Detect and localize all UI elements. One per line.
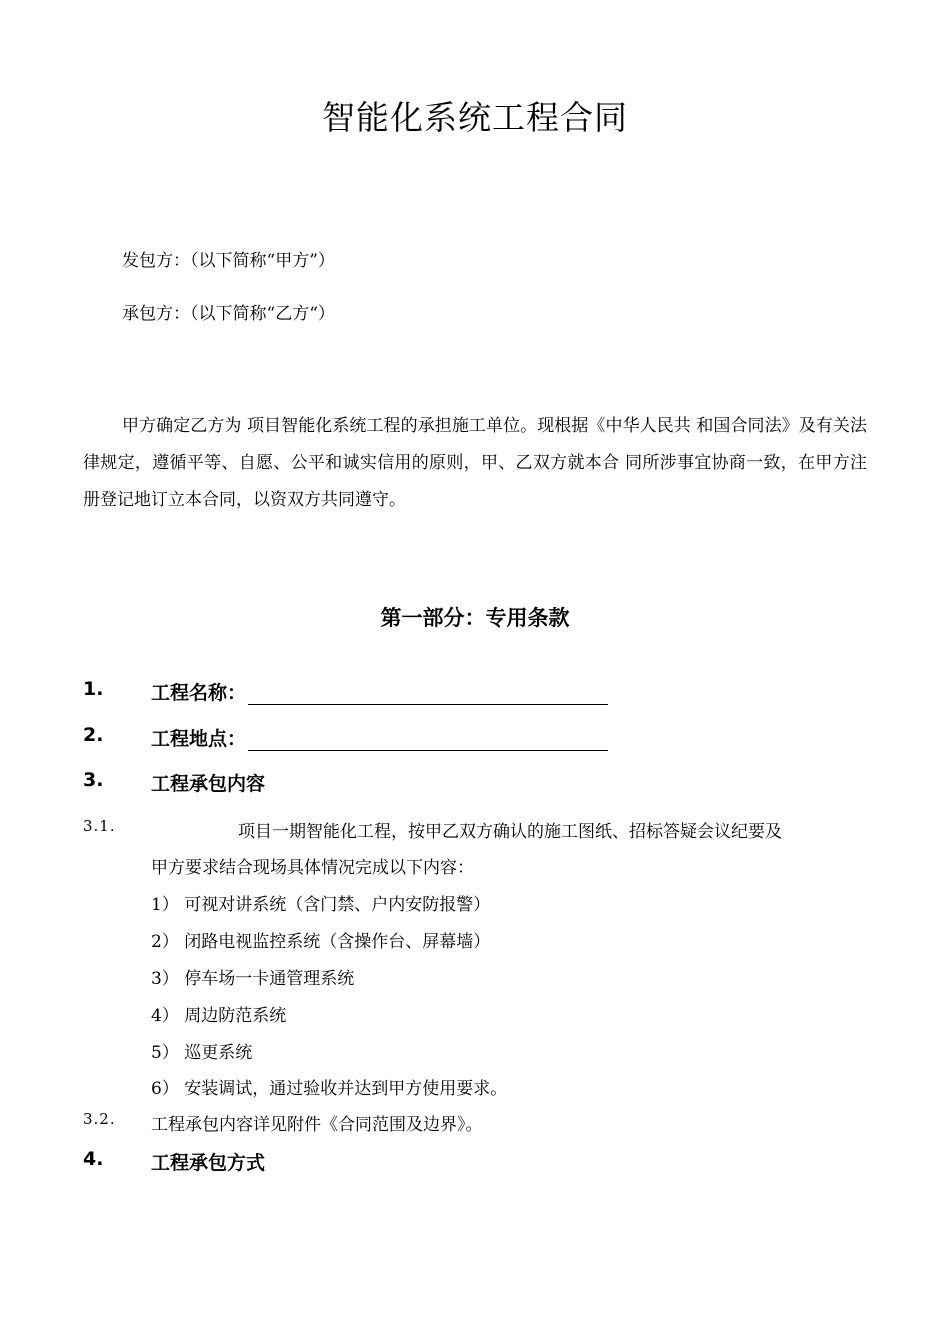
clause-label: 工程承包方式 [151,1152,266,1174]
employer-line: 发包方：（以下简称“甲方”） [122,251,335,271]
contractor-line: 承包方：（以下简称“乙方“） [122,304,335,324]
clause-number: 3. [83,769,104,791]
sub-clause-text: 工程承包内容详见附件《合同范围及边界》。 [151,1115,483,1135]
list-item: 1） 可视对讲系统（含门禁、户内安防报警） [151,895,491,915]
sub-clause-3-1-continued: 甲方要求结合现场具体情况完成以下内容： [151,858,474,878]
clause-number: 2. [83,724,104,746]
clause-label-wrap [151,724,608,751]
clause-label: 工程地点： [151,728,247,750]
sub-clause-number: 3.1. [83,817,116,835]
clause-label-wrap [151,678,608,705]
project-location-blank[interactable] [248,730,608,751]
intro-paragraph: 甲方确定乙方为 项目智能化系统工程的承担施工单位。现根据《中华人民共 和国合同法》及有关法律规定，遵循平等、自愿、公平和诚实信用的原则，甲、乙双方就本合 同所涉事宜协商一致，在甲方注册登记地订立本合同，以资双方共同遵守。 [83,416,867,510]
sub-clause-number: 3.2. [83,1110,116,1128]
list-item: 6） 安装调试，通过验收并达到甲方使用要求。 [151,1079,508,1099]
clause-label: 工程名称： [151,682,247,704]
sub-clause-text: 项目一期智能化工程，按甲乙双方确认的施工图纸、招标答疑会议纪要及 [238,822,782,842]
list-item: 3） 停车场一卡通管理系统 [151,969,355,989]
clause-number: 1. [83,678,104,700]
list-item: 5） 巡更系统 [151,1043,253,1063]
list-item: 4） 周边防范系统 [151,1006,287,1026]
clause-label: 工程承包内容 [151,773,266,795]
section-title: 第一部分：专用条款 [380,606,570,630]
clause-number: 4. [83,1148,104,1170]
page-title: 智能化系统工程合同 [322,98,628,137]
list-item: 2） 闭路电视监控系统（含操作台、屏幕墙） [151,932,491,952]
project-name-blank[interactable] [248,684,608,705]
